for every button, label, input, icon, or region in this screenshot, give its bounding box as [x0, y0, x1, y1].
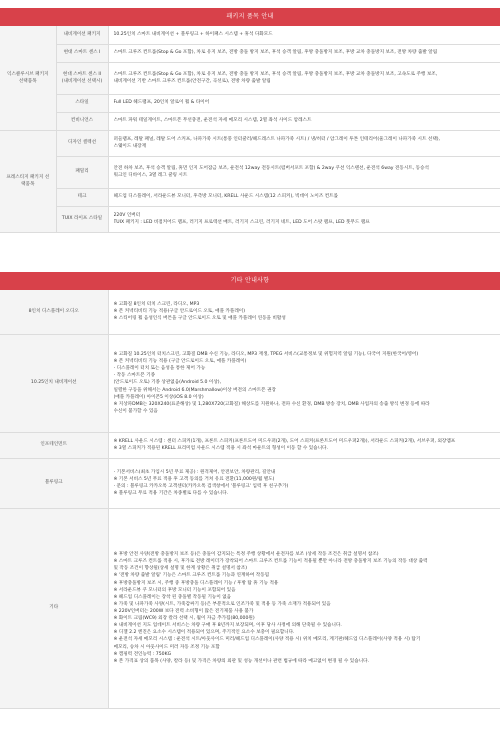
- section-title: 패키지 품목 안내: [0, 8, 500, 26]
- row-label: TUIX 라이프 스타일: [56, 206, 108, 232]
- table-row: [0, 432, 500, 458]
- text-line: 워크인 디바이스, 3열 레그 쿨링 시트: [113, 173, 188, 178]
- text-line: ※ 후방충돌방지 보조 시, 주행 중 후방충돌 디스플레이 기능 / 후방 탐 휴 기능 적용: [113, 580, 279, 586]
- row-text: [108, 206, 500, 232]
- text-line: 헤드업 디스플레이, 서라운드뷰 모니터, 후측방 모니터, KRELL 사운드 시스템(12 스피커), 빅데이 노이즈 컨트롤: [113, 194, 339, 200]
- table-row: [0, 206, 500, 232]
- table-row: [0, 94, 500, 112]
- text-line: 및 작동 조건이 향상될(상세 설명 및 한계 상황은 취급 설명서 참조): [113, 566, 248, 572]
- text-line: Full LED 헤드램프, 20인치 알로이 휠 & 타이어: [113, 100, 210, 106]
- row-label: 기타: [0, 508, 108, 708]
- row-label: 현대 스마트 센스 II (내비게이션 선택시): [56, 62, 108, 94]
- text-line: ※ 내비게이션 지도 업데이트 서비스는 차량 구매 후 8년까지 보장되며, 이후 당사 사정에 의해 단축될 수 있습니다.: [113, 623, 342, 629]
- text-line: ※ 고화질 10.25인치 터치스크린, 고화질 DMB 수신 기능, 라디오, MP3 재생, TPEG 서비스(교통정보 및 위험지역 알림 기능), 다국어 지원(한국어/영어): [113, 352, 419, 357]
- text-line: ※ 스마트 크루즈 컨트롤 적용 시, 후가로 전방 레이더가 장착되어 스마트 크루즈 컨트롤 기능이 적용될 뿐만 아니라 전방 충돌방지 보조 기능의 작동 대상 출력: [113, 559, 428, 565]
- table-row: [0, 334, 500, 432]
- text-line: ※ 운전석 자세 메모리 시스템 : 운전석 시트/아웃사이드 미러/헤드업 디스플레이(사양 적용 시) 위치 메모리, 계기판/헤드업 디스플레이(사양 적용 시) 탑기: [113, 637, 421, 643]
- table-row: [0, 290, 500, 334]
- section-title: 기타 안내사항: [0, 272, 500, 290]
- text-line: 내비게이션 기반 스마트 크루즈 컨트롤(안전구간, 곡선로), 전방 차량 출발 알림: [113, 79, 271, 84]
- package-table: [0, 26, 500, 233]
- row-text: [108, 26, 500, 44]
- row-label: 테크: [56, 188, 108, 206]
- text-line: ※ 화이트 크림(WC9) 외장 칼라 선택 시, 월이 자금 추가됨(80,000원): [113, 616, 255, 622]
- text-line: ※ 3열 스피커가 적용된 KRELL 프리미엄 사운드 시스템 적용 시 좌석 마운트의 형성이 이동 할 수 있습니다.: [113, 446, 328, 451]
- text-line: 스웨이드 내장재: [113, 144, 147, 149]
- text-line: 스마트 크루즈 컨트롤(Stop & Go 포함), 차로 유지 보조, 전방 충돌 방지 보조, 후석 승객 알림, 후방 충돌방지 보조, 후방 교차 충돌방지 보조, 전방 차량 출발 알림: [113, 50, 438, 56]
- text-line: ※ '전방 차량 출발 알림' 기능은 스마트 크루즈 컨트롤 기능과 연계하여 작동됨: [113, 573, 270, 579]
- notes-table: [0, 290, 500, 709]
- text-line: 안전 하차 보조, 후석 승객 알림, 휴먼 인지 도어잠금 보조, 운전석 12way 전동시트(럼버서포트 포함) & 2way 쿠션 익스텐션, 운전석 6way 전동시트, 동승석: [113, 165, 429, 171]
- text-line: 스마트 파워 테일게이트, 스마트폰 무선충전, 운전석 자세 메모리 시스템, 2열 좌석 사이드 암레스트: [113, 118, 312, 124]
- text-line: 수신이 불가할 수 있음: [113, 408, 158, 414]
- row-text: [108, 130, 500, 156]
- row-label: 블루링크: [0, 458, 108, 508]
- text-line: (안드로이드 오토) 기종 상관없음(Android 5.0 이상),: [113, 380, 222, 386]
- text-line: 220V 인버터: [113, 212, 141, 218]
- table-row: [0, 156, 500, 188]
- text-line: ※ 캠핑력 견인능력 : 750KG: [113, 651, 172, 657]
- row-label: 인포테인먼트: [0, 432, 108, 458]
- table-row: [0, 130, 500, 156]
- text-line: 메모리, 승차 시 아웃사이드 미러 자동 조정 기능 포함: [113, 644, 220, 650]
- table-row: [0, 188, 500, 206]
- row-label: 스타일: [56, 94, 108, 112]
- text-line: (애플 카플레이) 아이폰5 이상(iOS 8.0 이상): [113, 394, 204, 400]
- text-line: - 디스플레이 터치 또는 음성을 통한 제어 가능: [113, 366, 206, 372]
- text-line: ※ 서라운드뷰 쿠 모니터의 후방 모니터 기능이 포함되어 있음: [113, 587, 236, 593]
- table-row: [0, 44, 500, 62]
- text-line: ※ 블루링크 무료 적용 기간은 차종별로 다를 수 있습니다.: [113, 491, 229, 497]
- row-text: [108, 508, 500, 708]
- row-text: [108, 458, 500, 508]
- text-line: ※ 가죽 및 나파가죽 사양(시트, 가죽감싸기 등)은 부분적으로 인조가죽 및 적용 등 가죽 소재가 적용되어 있음: [113, 601, 331, 607]
- table-row: [0, 112, 500, 130]
- text-line: - 문의 : 블루링크 카카오톡 고객센터(카카오톡 검색창에서 '블루링크' 입력 후 친구추가): [113, 484, 289, 489]
- row-label: 10.25인치 내비게이션: [0, 334, 108, 432]
- row-text: [108, 432, 500, 458]
- row-label: 패밀리: [56, 156, 108, 188]
- row-text: [108, 112, 500, 130]
- text-line: ※ KRELL 사운드 시스템 : 센터 스피커(1개), 프론트 스피커(프론트도어 미드우퍼(2개), 도어 스피커(프론트도어 미드우퍼2개)), 서라운드 스피커(2개), 서브우퍼, 외장앰프: [113, 438, 456, 444]
- text-line: 일렬한 구동을 위해서는 Android 6.0(Marshmallow)이상 버전의 스마트폰 권장: [113, 387, 276, 393]
- other-notes-section: [0, 272, 500, 709]
- group-label: 익스클루시브 패키지 선택품목: [0, 26, 56, 130]
- package-items-section: [0, 8, 500, 233]
- text-line: ※ 기본 서비스 5년 무료 적용 후 고객 동의를 거쳐 유료 전환(11,000원/월 별도): [113, 476, 275, 482]
- text-line: 10.25인치 스마트 내비게이션 + 블루링크 + 하이패스 시스템 + 휴석 다화모드: [113, 32, 273, 38]
- text-line: ※ 스티어링 휠 음성인식 버튼을 구글 안드로이드 오토 및 애플 카플레이 연동을 비활성: [113, 316, 286, 322]
- table-row: [0, 62, 500, 94]
- row-text: [108, 334, 500, 432]
- row-text: [108, 188, 500, 206]
- row-text: [108, 156, 500, 188]
- text-line: ※ 헤드업 디스플레이는 장착 된 충돌별 작동될 기능이 없음: [113, 594, 232, 600]
- text-line: 퍼들램프, 레탈 패널, 레탈 도어 스커프, 나파가죽 시트(통풍 인터쿨러/헤드레스트 나파가죽 시트) / 냉/히터 / 암그레이 투톤 인테리어(울그레이 나파가죽 시트 선택),: [113, 136, 441, 142]
- table-row: [0, 508, 500, 708]
- row-text: [108, 94, 500, 112]
- row-label: 8인치 디스플레이 오디오: [0, 290, 108, 334]
- text-line: - 작동 스마트폰 기종: [113, 373, 156, 379]
- text-line: 스마트 크루즈 컨트롤(Stop & Go 포함), 차로 유지 보조, 전방 충돌 방지 보조, 후석 승객 알림, 후방 충돌방지 보조, 후방 교차 충돌방지 보조, 고속도로 주행 보조,: [113, 71, 438, 77]
- text-line: ※ 지상파DMB는 320X240(표준해상) 및 1,280X720(고화질) 해상도를 지원하나, 전파 수신 환경, DMB 방송 장치, DMB 사업자의 송출 방식 변경 등에 따라: [113, 401, 430, 407]
- row-text: [108, 44, 500, 62]
- row-text: [108, 290, 500, 334]
- text-line: ※ 후방 안전 사양(전방 충돌방지 보조 등)은 충돌이 감지되는 특정 주행 상황에서 운전자를 보조 (상세 작동 조건은 취급 설명서 참조): [113, 552, 379, 558]
- text-line: ※ 폰 커넥티비티 기능 적용 (구글 안드로이드 오토, 애플 카플레이): [113, 359, 247, 365]
- text-line: ※ 디젤 2.2 엔진은 요소수 시스템이 적용되어 있으며, 주기적인 요소수 보충이 필요합니다.: [113, 630, 295, 636]
- text-line: - 기본서비스(최초 가입시 5년 무료 제공) : 원격제어, 안전보안, 차량관리, 길안내: [113, 469, 276, 475]
- group-label: 프레스티지 패키지 선택품목: [0, 130, 56, 232]
- text-line: ※ 220V인버터는 200W 보다 전력 소비형이 많은 전기제품 사용 불가: [113, 609, 254, 614]
- text-line: ※ 폰 커넥티비티 기능 적용(구글 안드로이드 오토, 애플 카플레이): [113, 309, 246, 315]
- row-text: [108, 62, 500, 94]
- row-label: 내비게이션 패키지: [56, 26, 108, 44]
- text-line: ※ 고화질 8인치 터치 스크린, 라디오, MP3: [113, 302, 200, 308]
- table-row: [0, 26, 500, 44]
- text-line: TUIX 패키지 : LED 비점커어드 램프, 러기지 프로텍션 매트, 러기지 스크린, 러기지 네트, LED 도어 스팟 램프, LED 풋무드 램프: [113, 220, 370, 225]
- row-label: 현대 스마트 센스 I: [56, 44, 108, 62]
- table-row: [0, 458, 500, 508]
- text-line: ※ 본 가격표 상의 품목 (사양, 칼라 등) 및 가격은 차량의 외관 및 성능 개선이나 관련 법규에 따라 예고없이 변경 될 수 있습니다.: [113, 658, 369, 664]
- row-label: 컨비니언스: [56, 112, 108, 130]
- row-label: 디자인 셀렉션: [56, 130, 108, 156]
